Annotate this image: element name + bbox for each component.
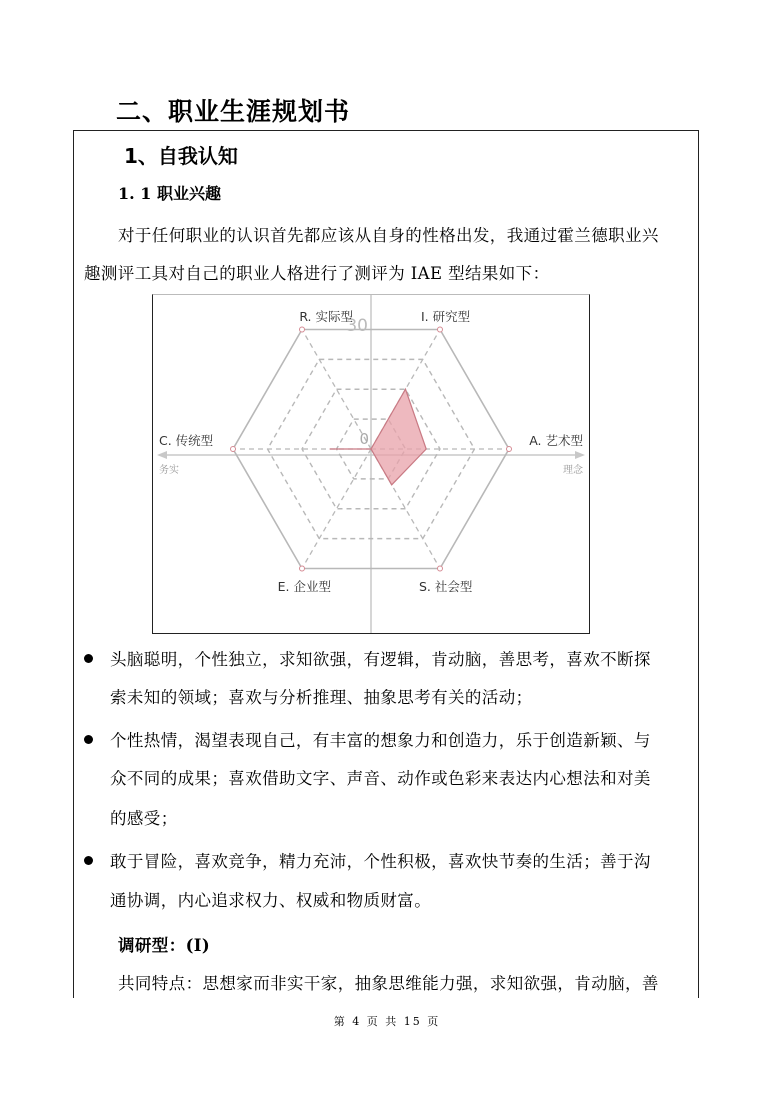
bullet-dot [84,654,93,663]
axis-label: S. 社会型 [419,579,473,594]
right-axis-note: 理念 [563,465,583,476]
tick-label-max: 30 [346,316,368,336]
radar-vertex-dot [300,327,305,332]
bullet-3-line-1: 敢于冒险，喜欢竞争，精力充沛，个性积极，喜欢快节奏的生活；善于沟 [110,852,651,871]
axis-label: I. 研究型 [421,309,471,324]
radar-vertex-dot [300,566,305,571]
section-heading: 1、自我认知 [124,144,238,168]
axis-label: R. 实际型 [299,309,353,324]
radar-vertex-dot [231,447,236,452]
bullet-3-line-2: 通协调，内心追求权力、权威和物质财富。 [110,891,432,910]
radar-chart [152,294,590,634]
bullet-dot [84,856,93,865]
intro-line-1: 对于任何职业的认识首先都应该从自身的性格出发，我通过霍兰德职业兴 [118,226,659,245]
bullet-2-line-3: 的感受； [110,809,178,828]
page-footer: 第 4 页 共 15 页 [333,1015,441,1028]
axis-label: A. 艺术型 [529,433,583,448]
right-arrow-icon [575,451,585,459]
investigative-line: 共同特点：思想家而非实干家，抽象思维能力强，求知欲强，肯动脑，善 [118,974,659,993]
axis-label: E. 企业型 [277,579,331,594]
radar-vertex-dot [438,566,443,571]
axis-label: C. 传统型 [159,433,214,448]
investigative-heading: 调研型：(I) [118,936,211,955]
intro-line-2: 趣测评工具对自己的职业人格进行了测评为 IAE 型结果如下： [84,264,550,283]
page-title: 二、职业生涯规划书 [116,97,351,126]
radar-data-area [330,389,427,485]
bullet-1-line-2: 索未知的领域；喜欢与分析推理、抽象思考有关的活动； [110,688,533,707]
radar-vertex-dot [507,447,512,452]
radar-vertex-dot [438,327,443,332]
left-arrow-icon [157,451,167,459]
bullet-2-line-2: 众不同的成果；喜欢借助文字、声音、动作或色彩来表达内心想法和对美 [110,769,651,788]
tick-label-zero: 0 [359,430,369,448]
radar-chart-svg [153,295,589,633]
bullet-2-line-1: 个性热情，渴望表现自己，有丰富的想象力和创造力，乐于创造新颖、与 [110,731,651,750]
bullet-1-line-1: 头脑聪明，个性独立，求知欲强，有逻辑，肯动脑，善思考，喜欢不断探 [110,650,651,669]
left-axis-note: 务实 [159,465,179,476]
subsection-heading: 1. 1 职业兴趣 [118,184,221,203]
bullet-dot [84,735,93,744]
